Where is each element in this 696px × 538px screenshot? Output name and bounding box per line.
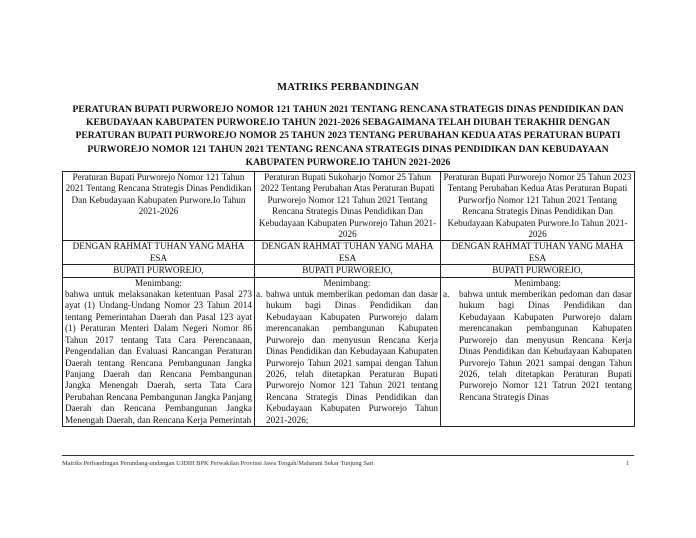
footer-divider	[62, 455, 634, 456]
column-header-3: Peraturan Bupati Purworejo Nomor 25 Tahun 2023 Tentang Perubahan Kedua Atas Peraturan Bupati Purworfjo Nomor 121 Tahun 2021 Tentang Rencana Strategis Dinas Pendidikan Dan Kebudayaan Kabupaten Purwore.Io Tahun 2021-2026	[441, 172, 635, 241]
consideration-text: bahwa untuk melaksanakan ketentuan Pasal 273 ayat (1) Undang-Undang Nomor 23 Tahun 2014 tentang Pemerintahan Daerah dan Pasal 123 ayat (1) Peraturan Menteri Dalam Negeri Nomor 86 Tahun 2017 tentang Tata Cara Perencanaan, Pengendalian dan Evaluasi Rancangan Peraturan Daerah tentang Rencana Pembangunan Jangka Panjang Daerah dan Rencana Pembangunan Jangka Menengah Daerah, serta Tata Cara Perubahan Rencana Pembangunan Jangka Panjang Daerah dan Rencana Pembangunan Jangka Menengah Daerah, dan Rencana Kerja Pemerintah	[65, 289, 252, 425]
opening-phrase: DENGAN RAHMAT TUHAN YANG MAHA ESA	[63, 241, 255, 265]
table-row	[63, 241, 635, 265]
list-marker: a.	[443, 289, 450, 300]
official-title: BUPATI PURWOREJO,	[63, 265, 255, 277]
column-header-2: Peraturan Bupati Sukoharjo Nomor 25 Tahun 2022 Tentang Perubahan Atas Peraturan Bupati Purworejo Nomor 121 Tahun 2021 Tentang Rencana Strategis Dinas Pendidikan Dan Kebudayaan Kabupaten Purworejo Tahun 2021-2026	[255, 172, 441, 241]
opening-phrase: DENGAN RAHMAT TUHAN YANG MAHA ESA	[441, 241, 635, 265]
official-title: BUPATI PURWOREJO,	[255, 265, 441, 277]
opening-phrase: DENGAN RAHMAT TUHAN YANG MAHA ESA	[255, 241, 441, 265]
table-cell	[441, 277, 635, 426]
column-header-1: Peraturan Bupati Purworejo Nomor 121 Tahun 2021 Tentang Rencana Strategis Dinas Pendidikan Dan Kebudayaan Kabupaten Purwore.Io Tahun 2021-2026	[63, 172, 255, 241]
consideration-text: bahwa untuk memberikan pedoman dan dasar hukum bagi Dinas Pendidikan dan Kebudayaan Kabupaten Purworejo dalam merencanakan pembangunan Kabupaten Purworejo dan menyusun Rencana Kerja Dinas Pendidikan dan Kebudayaan Kabupaten Purvorejo Tahun 2021 sampai dengan Tahun 2026, telah ditetapkan Peraturan Bupati Purworejo Nomor 121 Tatrun 2021 tentang Rencana Strategis Dinas	[459, 289, 632, 402]
consideration-text: bahwa untuk memberikan pedoman dan dasar hukum bagi Dinas Pendidikan dan Kebudayaan Kabupaten Purworejo dalam merencanakan pembangunan Kabupaten Purworejo dan menyusun Rencana Kerja Dinas Pendidikan dan Kebudayaan Kabupaten Purworejo Tahun 2021 sampai dengan Tahun 2026, telah ditetapkan Peraturan Bupati Purworejo Nomor 121 Tahun 2021 tentang Rencana Strategis Dinas Pendidikan dan Kebudayaan Kabupaten Purworejo Tahun 2021-2026;	[266, 289, 438, 425]
menimbang-label: Menimbang:	[323, 277, 371, 288]
footer-text: Matriks Perbandingan Perundang-undangan UJDIH BPK Perwakilan Provinsi Jawa Tengah/Maharani Sekar Tunjung Sari	[62, 460, 374, 467]
official-title: BUPATI PURWOREJO,	[441, 265, 635, 277]
comparison-table	[62, 171, 635, 427]
page-number: 1	[626, 460, 630, 467]
table-cell	[63, 277, 255, 426]
document-title: MATRIKS PERBANDINGAN	[277, 82, 419, 93]
table-header-row	[63, 172, 635, 241]
list-marker: a.	[256, 289, 263, 300]
document-subtitle: PERATURAN BUPATI PURWOREJO NOMOR 121 TAHUN 2021 TENTANG RENCANA STRATEGIS DINAS PENDIDIKAN DAN KEBUDAYAAN KABUPATEN PURWORE.IO TAHUN 2021-2026 SEBAGAIMANA TELAH DIUBAH TERAKHIR DENGAN PERATURAN BUPATI PURWOREJO NOMOR 25 TAHUN 2023 TENTANG PERUBAHAN KEDUA ATAS PERATURAN BUPATI PURWOREJO NOMOR 121 TAHUN 2021 TENTANG RENCANA STRATEGIS DINAS PENDIDIKAN DAN KEBUDAYAAN KABUPATEN PURWORE.IO TAHUN 2021-2026	[72, 104, 624, 168]
table-row	[63, 277, 635, 426]
table-cell	[255, 277, 441, 426]
menimbang-label: Menimbang:	[514, 277, 561, 288]
menimbang-label: Menimbang:	[135, 277, 182, 288]
table-row	[63, 265, 635, 277]
